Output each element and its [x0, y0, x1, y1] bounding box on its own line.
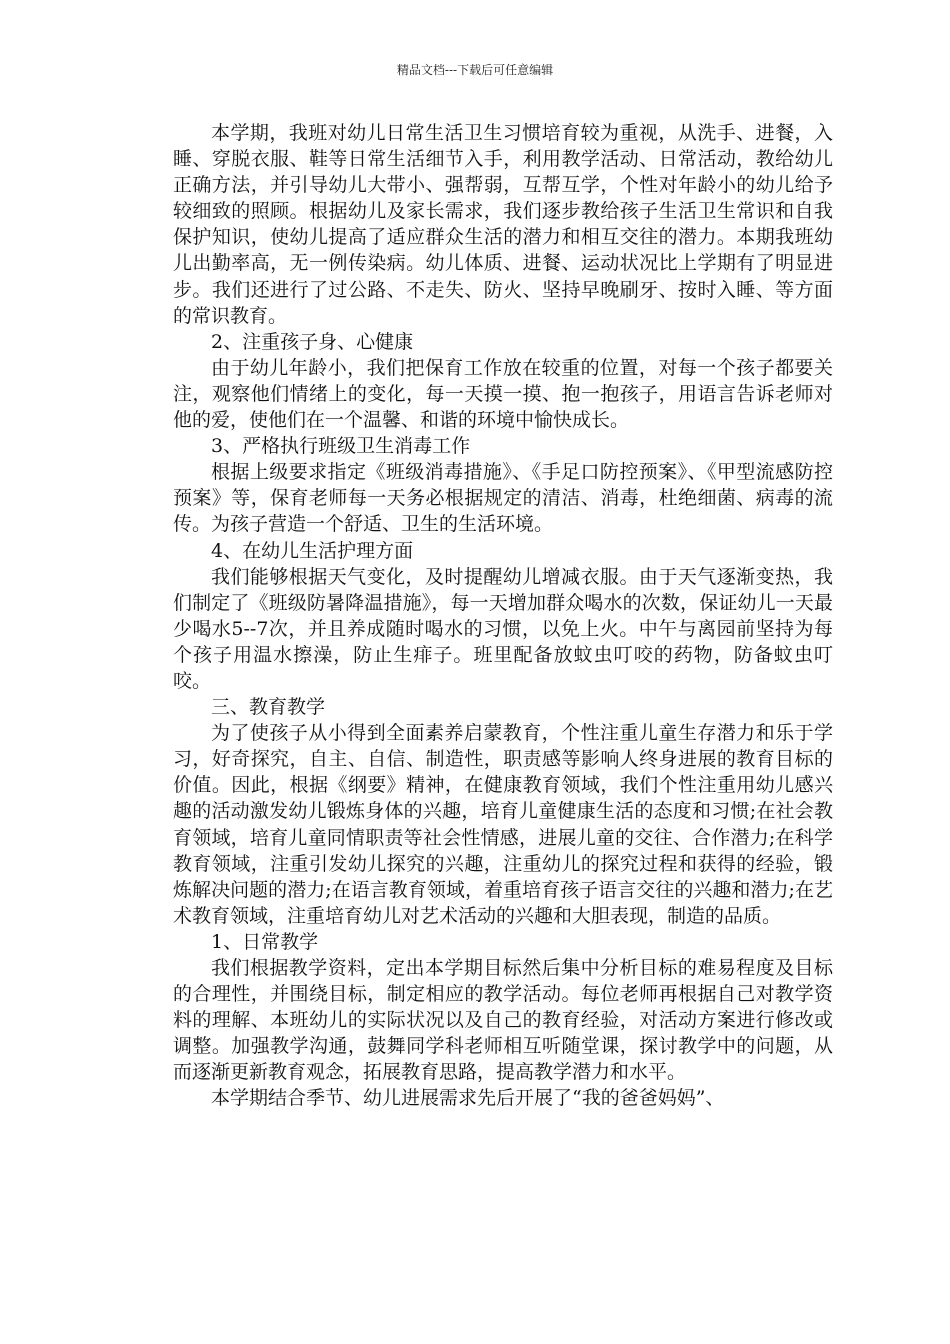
paragraph-daily-teaching: 我们根据教学资料，定出本学期目标然后集中分析目标的难易程度及目标的合理性，并围绕目标，制定相应的教学活动。每位老师再根据自己对教学资料的理解、本班幼儿的实际状况以及自己的教育经验，对活动方案进行修改或调整。加强教学沟通，鼓舞同学科老师相互听随堂课，探讨教学中的问题，从而逐渐更新教育观念，拓展教育思路，提高教学潜力和水平。: [173, 957, 833, 1084]
paragraph-semester-activities: 本学期结合季节、幼儿进展需求先后开展了“我的爸爸妈妈”、: [211, 1087, 725, 1110]
heading-education-teaching: 三、教育教学: [211, 696, 326, 719]
paragraph-hygiene-habits: 本学期，我班对幼儿日常生活卫生习惯培育较为重视，从洗手、进餐，入睡、穿脱衣服、鞋等日常生活细节入手，利用教学活动、日常活动，教给幼儿正确方法，并引导幼儿大带小、强帮弱，互帮互学，个性对年龄小的幼儿给予较细致的照顾。根据幼儿及家长需求，我们逐步教给孩子生活卫生常识和自我保护知识，使幼儿提高了适应群众生活的潜力和相互交往的潜力。本期我班幼儿出勤率高，无一例传染病。幼儿体质、进餐、运动状况比上学期有了明显进步。我们还进行了过公路、不走失、防火、坚持早晚刷牙、按时入睡、等方面的常识教育。: [173, 122, 833, 327]
heading-life-care: 4、在幼儿生活护理方面: [211, 539, 414, 562]
heading-disinfection-work: 3、严格执行班级卫生消毒工作: [211, 435, 471, 458]
page-header: 精品文档---下载后可任意编辑: [396, 63, 554, 77]
paragraph-disinfection-work: 根据上级要求指定《班级消毒措施》、《手足口防控预案》、《甲型流感防控预案》等，保育老师每一天务必根据规定的清洁、消毒，杜绝细菌、病毒的流传。为孩子营造一个舒适、卫生的生活环境。: [173, 461, 833, 536]
heading-physical-mental-health: 2、注重孩子身、心健康: [211, 330, 414, 353]
heading-daily-teaching: 1、日常教学: [211, 930, 319, 953]
document-body: [173, 120, 833, 1112]
paragraph-education-teaching: 为了使孩子从小得到全面素养启蒙教育，个性注重儿童生存潜力和乐于学习，好奇探究，自主、自信、制造性，职责感等影响人终身进展的教育目标的价值。因此，根据《纲要》精神，在健康教育领域，我们个性注重用幼儿感兴趣的活动激发幼儿锻炼身体的兴趣，培育儿童健康生活的态度和习惯;在社会教育领域，培育儿童同情职责等社会性情感，进展儿童的交往、合作潜力;在科学教育领域，注重引发幼儿探究的兴趣，注重幼儿的探究过程和获得的经验，锻炼解决问题的潜力;在语言教育领域，着重培育孩子语言交往的兴趣和潜力;在艺术教育领域，注重培育幼儿对艺术活动的兴趣和大胆表现，制造的品质。: [173, 722, 833, 927]
paragraph-life-care: 我们能够根据天气变化，及时提醒幼儿增减衣服。由于天气逐渐变热，我们制定了《班级防暑降温措施》，每一天增加群众喝水的次数，保证幼儿一天最少喝水5--7次，并且养成随时喝水的习惯，以免上火。中午与离园前坚持为每个孩子用温水擦澡，防止生痱子。班里配备放蚊虫叮咬的药物，防备蚊虫叮咬。: [173, 565, 833, 692]
paragraph-physical-mental-health: 由于幼儿年龄小，我们把保育工作放在较重的位置，对每一个孩子都要关注，观察他们情绪上的变化，每一天摸一摸、抱一抱孩子，用语言告诉老师对他的爱，使他们在一个温馨、和谐的环境中愉快成长。: [173, 356, 833, 432]
